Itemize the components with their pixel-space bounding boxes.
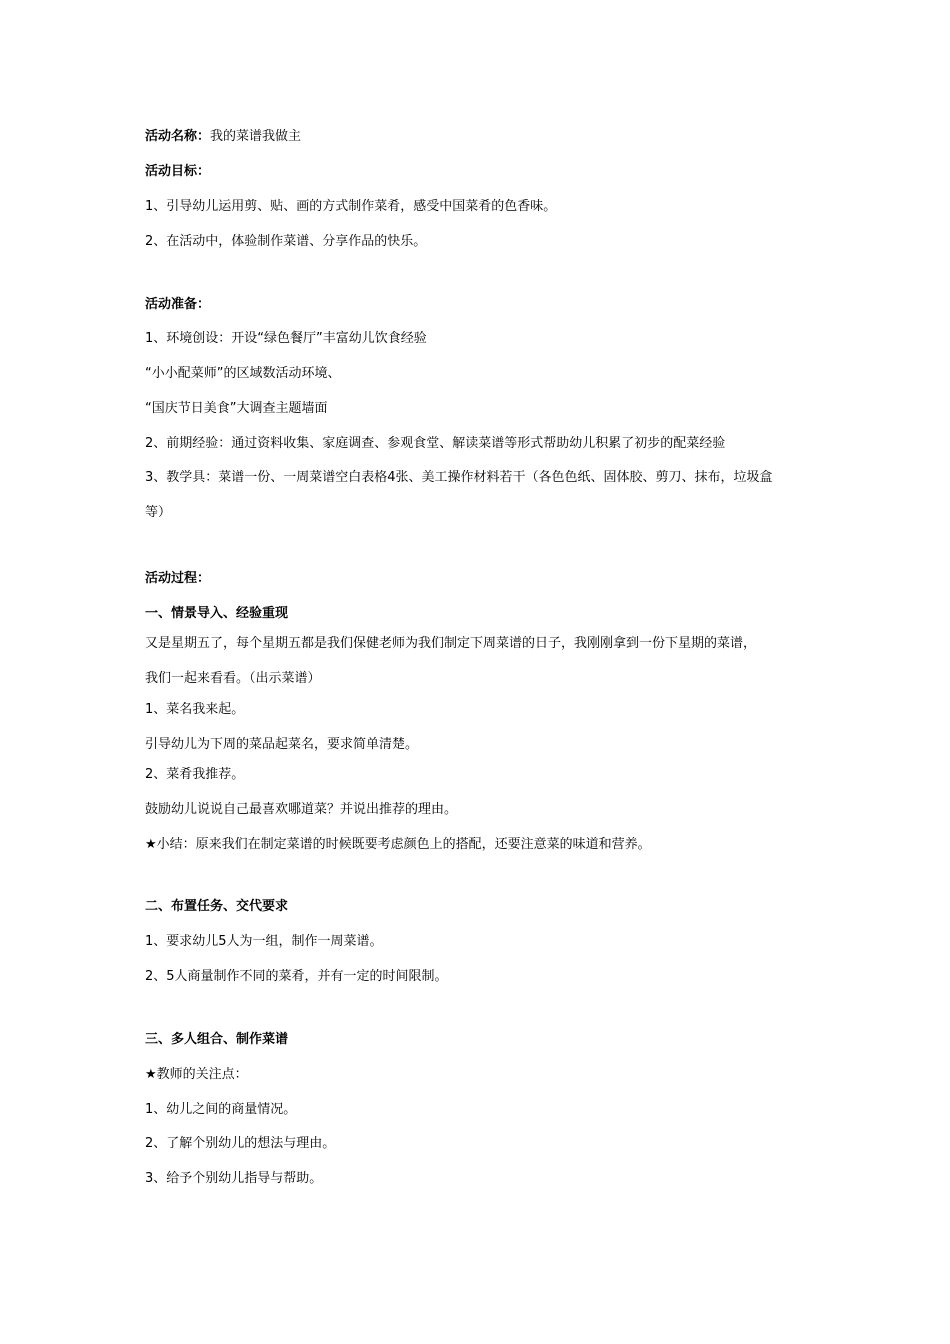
- paragraph-line: [145, 766, 825, 784]
- line-text: “国庆节日美食”大调查主题墙面: [145, 401, 328, 416]
- paragraph-line: [145, 1101, 825, 1119]
- line-text: 等）: [145, 505, 172, 520]
- activity-prep-heading: [145, 296, 825, 314]
- activity-process-heading: [145, 570, 825, 588]
- activity-name-label: 活动名称：: [145, 129, 211, 144]
- section-heading: [145, 1031, 825, 1049]
- paragraph-line: [145, 736, 825, 754]
- heading-text: 一、情景导入、经验重现: [145, 606, 289, 621]
- heading-text: 活动目标：: [145, 164, 211, 179]
- paragraph-line: [145, 469, 825, 487]
- line-text: 1、菜名我来起。: [145, 702, 245, 717]
- summary-line: [145, 836, 825, 854]
- paragraph-line: [145, 233, 825, 251]
- paragraph-line: [145, 504, 825, 522]
- line-text: 3、教学具：菜谱一份、一周菜谱空白表格4张、美工操作材料若干（各色色纸、固体胶、剪刀、抹布，垃圾盒: [145, 470, 773, 485]
- line-text: ★教师的关注点：: [145, 1067, 248, 1082]
- paragraph-line: [145, 1135, 825, 1153]
- line-text: 2、前期经验：通过资料收集、家庭调查、参观食堂、解读菜谱等形式帮助幼儿积累了初步的配菜经验: [145, 436, 726, 451]
- line-text: 2、5人商量制作不同的菜肴，并有一定的时间限制。: [145, 969, 448, 984]
- heading-text: 活动准备：: [145, 297, 211, 312]
- line-text: 1、幼儿之间的商量情况。: [145, 1102, 297, 1117]
- activity-name-line: [145, 128, 825, 146]
- activity-goals-heading: [145, 163, 825, 181]
- line-text: 2、了解个别幼儿的想法与理由。: [145, 1136, 336, 1151]
- paragraph-line: [145, 1066, 825, 1084]
- paragraph-line: [145, 701, 825, 719]
- line-text: 3、给予个别幼儿指导与帮助。: [145, 1171, 323, 1186]
- section-heading: [145, 898, 825, 916]
- paragraph-line: [145, 933, 825, 951]
- line-text: “小小配菜师”的区域数活动环境、: [145, 366, 341, 381]
- line-text: 鼓励幼儿说说自己最喜欢哪道菜？并说出推荐的理由。: [145, 802, 458, 817]
- paragraph-line: [145, 670, 825, 688]
- line-text: 2、菜肴我推荐。: [145, 767, 245, 782]
- activity-name-value: 我的菜谱我做主: [210, 129, 302, 144]
- paragraph-line: [145, 635, 825, 653]
- heading-text: 二、布置任务、交代要求: [145, 899, 289, 914]
- line-text: ★小结：原来我们在制定菜谱的时候既要考虑颜色上的搭配，还要注意菜的味道和营养。: [145, 837, 651, 852]
- line-text: 引导幼儿为下周的菜品起菜名，要求简单清楚。: [145, 737, 419, 752]
- paragraph-line: [145, 801, 825, 819]
- paragraph-line: [145, 400, 825, 418]
- line-text: 1、引导幼儿运用剪、贴、画的方式制作菜肴，感受中国菜肴的色香味。: [145, 199, 557, 214]
- heading-text: 活动过程：: [145, 571, 211, 586]
- line-text: 我们一起来看看。（出示菜谱）: [145, 671, 321, 686]
- paragraph-line: [145, 968, 825, 986]
- paragraph-line: [145, 365, 825, 383]
- heading-text: 三、多人组合、制作菜谱: [145, 1032, 289, 1047]
- paragraph-line: [145, 435, 825, 453]
- section-heading: [145, 605, 825, 623]
- paragraph-line: [145, 1170, 825, 1188]
- line-text: 又是星期五了，每个星期五都是我们保健老师为我们制定下周菜谱的日子，我刚刚拿到一份下星期的菜谱，: [145, 636, 757, 651]
- paragraph-line: [145, 198, 825, 216]
- line-text: 1、环境创设：开设“绿色餐厅”丰富幼儿饮食经验: [145, 331, 427, 346]
- line-text: 1、要求幼儿5人为一组，制作一周菜谱。: [145, 934, 383, 949]
- line-text: 2、在活动中，体验制作菜谱、分享作品的快乐。: [145, 234, 427, 249]
- paragraph-line: [145, 330, 825, 348]
